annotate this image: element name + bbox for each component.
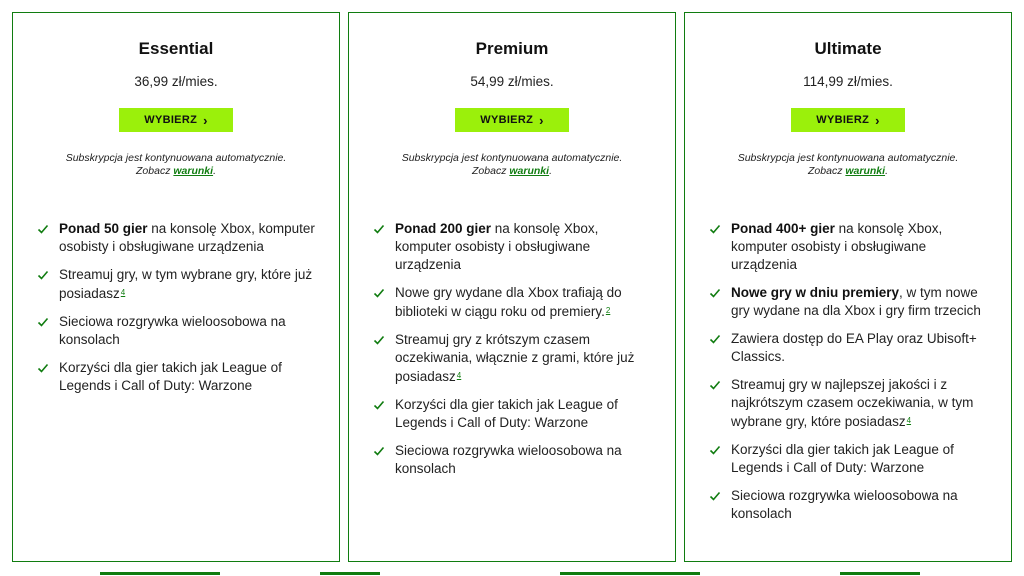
divider <box>320 572 380 575</box>
plan-price: 114,99 zł/mies. <box>803 74 893 89</box>
footnote-link[interactable]: 4 <box>906 416 912 425</box>
feature-text: Sieciowa rozgrywka wieloosobowa na konsolach <box>59 314 286 347</box>
divider <box>560 572 700 575</box>
check-icon <box>37 362 49 374</box>
plan-title: Essential <box>138 39 214 58</box>
button-label: WYBIERZ <box>816 114 870 126</box>
feature-text: Sieciowa rozgrywka wieloosobowa na konsolach <box>395 443 622 476</box>
subscription-note <box>685 152 1011 178</box>
feature-text: Streamuj gry, w tym wybrane gry, które już posiadasz <box>59 267 313 301</box>
feature-highlight: Ponad 400+ gier <box>731 221 835 236</box>
check-icon <box>709 379 721 391</box>
chevron-right-icon: › <box>203 112 208 128</box>
divider <box>840 572 920 575</box>
feature-text: Korzyści dla gier takich jak League of Legends i Call of Duty: Warzone <box>59 360 282 393</box>
check-icon <box>37 223 49 235</box>
feature-item <box>709 487 991 523</box>
feature-item <box>373 220 655 274</box>
plan-price: 36,99 zł/mies. <box>134 74 218 89</box>
feature-text: Korzyści dla gier takich jak League of Legends i Call of Duty: Warzone <box>395 397 618 430</box>
feature-highlight: Ponad 200 gier <box>395 221 492 236</box>
check-icon <box>709 223 721 235</box>
check-icon <box>373 445 385 457</box>
note-prefix: Zobacz <box>136 165 174 177</box>
plan-title: Ultimate <box>814 39 882 58</box>
plan-card-essential <box>12 12 340 562</box>
feature-text: na konsolę Xbox, komputer osobisty i obsługiwane urządzenia <box>731 221 943 272</box>
feature-highlight: Ponad 50 gier <box>59 221 148 236</box>
feature-item <box>37 220 319 256</box>
feature-text: Sieciowa rozgrywka wieloosobowa na konsolach <box>731 488 958 521</box>
footnote-link[interactable]: 4 <box>120 288 126 297</box>
button-label: WYBIERZ <box>144 114 198 126</box>
check-icon <box>373 223 385 235</box>
note-line: Subskrypcja jest kontynuowana automatycznie. <box>737 152 959 164</box>
footnote-link[interactable]: 4 <box>456 371 462 380</box>
plan-price: 54,99 zł/mies. <box>470 74 554 89</box>
subscription-note <box>13 152 339 178</box>
select-plan-button[interactable] <box>791 108 905 132</box>
feature-item <box>709 441 991 477</box>
feature-text: Streamuj gry z krótszym czasem oczekiwania, włącznie z grami, które już posiadasz <box>395 332 635 384</box>
check-icon <box>709 444 721 456</box>
check-icon <box>709 287 721 299</box>
check-icon <box>373 334 385 346</box>
check-icon <box>373 399 385 411</box>
feature-highlight: Nowe gry w dniu premiery <box>731 285 900 300</box>
subscription-note <box>349 152 675 178</box>
divider <box>100 572 220 575</box>
note-prefix: Zobacz <box>808 165 846 177</box>
check-icon <box>709 333 721 345</box>
terms-link[interactable]: warunki <box>173 165 214 177</box>
note-prefix: Zobacz <box>472 165 510 177</box>
note-line: Subskrypcja jest kontynuowana automatycznie. <box>401 152 623 164</box>
feature-item <box>37 359 319 395</box>
feature-text: Korzyści dla gier takich jak League of Legends i Call of Duty: Warzone <box>731 442 954 475</box>
feature-item <box>373 396 655 432</box>
feature-list <box>709 210 991 523</box>
plan-card-ultimate <box>684 12 1012 562</box>
check-icon <box>709 490 721 502</box>
chevron-right-icon: › <box>539 112 544 128</box>
feature-list <box>373 210 655 478</box>
select-plan-button[interactable] <box>455 108 569 132</box>
note-suffix: . <box>885 165 888 177</box>
note-line: Subskrypcja jest kontynuowana automatycznie. <box>65 152 287 164</box>
plan-card-premium <box>348 12 676 562</box>
terms-link[interactable]: warunki <box>509 165 550 177</box>
terms-link[interactable]: warunki <box>845 165 886 177</box>
feature-text: na konsolę Xbox, komputer osobisty i obsługiwane urządzenia <box>395 221 599 272</box>
note-suffix: . <box>213 165 216 177</box>
feature-text: na konsolę Xbox, komputer osobisty i obsługiwane urządzenia <box>59 221 315 254</box>
note-suffix: . <box>549 165 552 177</box>
check-icon <box>37 269 49 281</box>
chevron-right-icon: › <box>875 112 880 128</box>
feature-item <box>373 284 655 321</box>
button-label: WYBIERZ <box>480 114 534 126</box>
feature-item <box>709 376 991 431</box>
check-icon <box>373 287 385 299</box>
footnote-link[interactable]: 2 <box>605 306 611 315</box>
plan-title: Premium <box>475 39 549 58</box>
feature-item <box>709 220 991 274</box>
feature-item <box>373 331 655 386</box>
feature-text: Zawiera dostęp do EA Play oraz Ubisoft+ Classics. <box>731 331 977 364</box>
feature-text: Nowe gry wydane dla Xbox trafiają do biblioteki w ciągu roku od premiery. <box>395 285 622 319</box>
bottom-partial-strip <box>0 570 1024 576</box>
feature-item <box>709 330 991 366</box>
feature-item <box>709 284 991 320</box>
feature-item <box>37 266 319 303</box>
check-icon <box>37 316 49 328</box>
feature-item <box>373 442 655 478</box>
feature-list <box>37 210 319 395</box>
feature-text: , w tym nowe gry wydane na dla Xbox i gry firm trzecich <box>731 285 981 318</box>
select-plan-button[interactable] <box>119 108 233 132</box>
feature-text: Streamuj gry w najlepszej jakości i z najkrótszym czasem oczekiwania, w tym wybrane gry, które posiadasz <box>731 377 974 429</box>
feature-item <box>37 313 319 349</box>
